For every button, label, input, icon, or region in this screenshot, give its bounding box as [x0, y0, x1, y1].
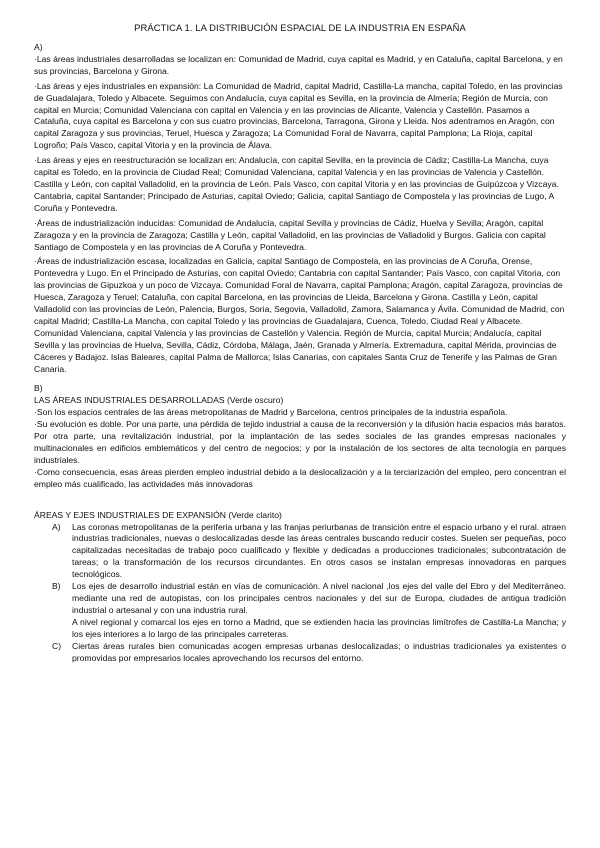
section-c: [34, 510, 566, 665]
paragraph-restructuring-areas: ·Las áreas y ejes en reestructuración se localizan en: Andalucía, con capital Sevilla, en la provincia de Cádiz; Castilla-La Mancha, cuya capital es Toledo, en la provincia de Ciudad Real; Comunidad Valenciana, capital Valencia y en las provincias de Valencia y Castellón. Castilla y León, con capital Valladolid, en la provincia de León. País Vasco, con capital Vitoria y en las provincias de Guipúzcoa y Vizcaya. Cantabria, capital Santander; Principado de Asturias, capital Oviedo; Galicia, capital Santiago de Compostela y las provincias de Lugo, A Coruña y Pontevedra.: [34, 155, 559, 213]
section-a: [34, 42, 566, 375]
list-item-body: [72, 522, 566, 582]
paragraph-developed-areas: ·Las áreas industriales desarrolladas se localizan en: Comunidad de Madrid, cuya capital es Madrid, y en Cataluña, capital Barcelona, y en sus provincias, Barcelona y Girona.: [34, 53, 563, 76]
paragraph-expansion-areas: ·Las áreas y ejes industriales en expansión: La Comunidad de Madrid, capital Madrid, Castilla-La mancha, capital Toledo, en las provincias de Guadalajara, Toledo y Albacete. Seguimos con Andalucía, cuya capital es Sevilla, en la provincia de Almería; Región de Murcia, con capital en Murcia; Comunidad Valenciana con capital en Valencia y en las provincias de Alicante, Valencia y Castellón. Pasamos a Cataluña, cuya capital es Barcelona y con sus cuatro provincias, Barcelona, Tarragona, Girona y Lleida. Nos adentramos en Aragón, con capital Zaragoza y sus provincias, Teruel, Huesca y Zaragoza; La Comunidad Foral de Navarra, capital Pamplona; La Rioja, capital Logroño; País Vasco, capital Vitoria y en la provincia de Álava.: [34, 80, 563, 151]
list-item-text: A nivel regional y comarcal los ejes en torno a Madrid, que se extienden hacia las provincias limítrofes de Castilla-La Mancha; y los ejes interiores a lo largo de las principales carreteras.: [72, 616, 566, 639]
list-item-body: [72, 581, 566, 641]
list-item-marker: C): [52, 640, 62, 651]
list-item: [34, 641, 566, 665]
document-title: PRÁCTICA 1. LA DISTRIBUCIÓN ESPACIAL DE LA INDUSTRIA EN ESPAÑA: [134, 22, 466, 33]
list-item: [34, 522, 566, 582]
list-item-marker: B): [52, 581, 61, 592]
section-a-letter: A): [34, 42, 43, 52]
expansion-list: [34, 522, 566, 665]
paragraph-scarce-areas: ·Áreas de industrialización escasa, localizadas en Galicia, capital Santiago de Compostela, en las provincias de A Coruña, Orense, Pontevedra y Lugo. En el Principado de Asturias, con capital Oviedo; Cantabria con capital Santander; País Vasco, con capital Vitoria, con las provincias de Gipuzkoa y un poco de Vizcaya. Comunidad Foral de Navarra, capital Pamplona; Aragón, capital Zaragoza, provincias de Huesca, Zaragoza y Teruel; Cataluña, con capital Barcelona, en las provincias de Lleida, Barcelona y Girona. Castilla y León, capital Valladolid con las provincias de León, Palencia, Burgos, Soria, Segovia, Valladolid, Zamora, Salamanca y Ávila. Comunidad de Madrid, con capital Madrid; Castilla-La Mancha, con capital Toledo y las provincias de Guadalajara, Cuenca, Toledo, Ciudad Real y Albacete. Comunidad Valenciana, capital Valencia y las provincias de Castellón y Valencia. Región de Murcia, capital Murcia; Andalucía, capital Sevilla y las provincias de Huelva, Sevilla, Cádiz, Córdoba, Málaga, Jaén, Granada y Almería. Extremadura, capital Mérida, provincias de Cáceres y Badajoz. Islas Baleares, capital Palma de Mallorca; Islas Canarias, con capitales Santa Cruz de Tenerife y las Palmas de Gran Canaria.: [34, 256, 565, 374]
section-b: [34, 383, 566, 490]
paragraph-evolution: ·Su evolución es doble. Por una parte, una pérdida de tejido industrial a causa de la reconversión y la difusión hacia espacios más baratos. Por otra parte, una revitalización industrial, por la implantación de las sedes sociales de las grandes empresas nacionales y multinacionales en edificios emblemáticos y del centro de negocios; y por la instalación de los sectores de alta tecnología en parques industriales.: [34, 419, 566, 465]
paragraph-consequence: ·Como consecuencia, esas áreas pierden empleo industrial debido a la deslocalización y a la terciarización del empleo, pero concentran el empleo más cualificado, las actividades más innovadoras: [34, 466, 566, 489]
paragraph-central-spaces: ·Son los espacios centrales de las áreas metropolitanas de Madrid y Barcelona, centros principales de la industria española.: [34, 407, 508, 418]
list-item-text: Las coronas metropolitanas de la periferia urbana y las franjas periurbanas de transición entre el espacio urbano y el rural. atraen industrias tradicionales, nuevas o deslocalizadas desde las áreas centrales buscando reducir costes. Suelen ser pequeñas, poco capitalizadas necesitadas de trabajo poco cualificado y flexible y dedicadas a producciones tradicionales; subcontratación de tareas; o la transformación de los recursos circundantes. En otros casos se instalan empresas innovadoras en parques tecnológicos.: [72, 521, 566, 580]
paragraph-induced-areas: ·Áreas de industrialización inducidas: Comunidad de Andalucía, capital Sevilla y provincias de Cádiz, Huelva y Sevilla; Aragón, capital Zaragoza y en la provincia de Zaragoza; Castilla y León, capital Valladolid, en las provincias de Valladolid y Burgos. Galicia con capital Santiago de Compostela y en las provincias de A Coruña y Pontevedra.: [34, 217, 546, 252]
list-item-text: Los ejes de desarrollo industrial están en vías de comunicación. A nivel nacional ,los ejes del valle del Ebro y del Mediterráneo. mediante una red de autopistas, con los principales centros nacionales y del sur de Europa, ciudades de antigua tradición industrial o artesanal y con una industria rural.: [72, 581, 566, 615]
list-item-text: Ciertas áreas rurales bien comunicadas acogen empresas urbanas deslocalizadas; o industrias tradicionales ya existentes o promovidas por empresarios locales aprovechando los recursos del entorno.: [72, 640, 566, 663]
list-item-marker: A): [52, 521, 61, 532]
section-c-heading: ÁREAS Y EJES INDUSTRIALES DE EXPANSIÓN (Verde clarito): [34, 509, 282, 520]
list-item: [34, 581, 566, 641]
section-b-letter: B): [34, 383, 43, 394]
list-item-body: [72, 641, 566, 665]
section-b-heading: LAS ÁREAS INDUSTRIALES DESARROLLADAS (Verde oscuro): [34, 395, 284, 406]
